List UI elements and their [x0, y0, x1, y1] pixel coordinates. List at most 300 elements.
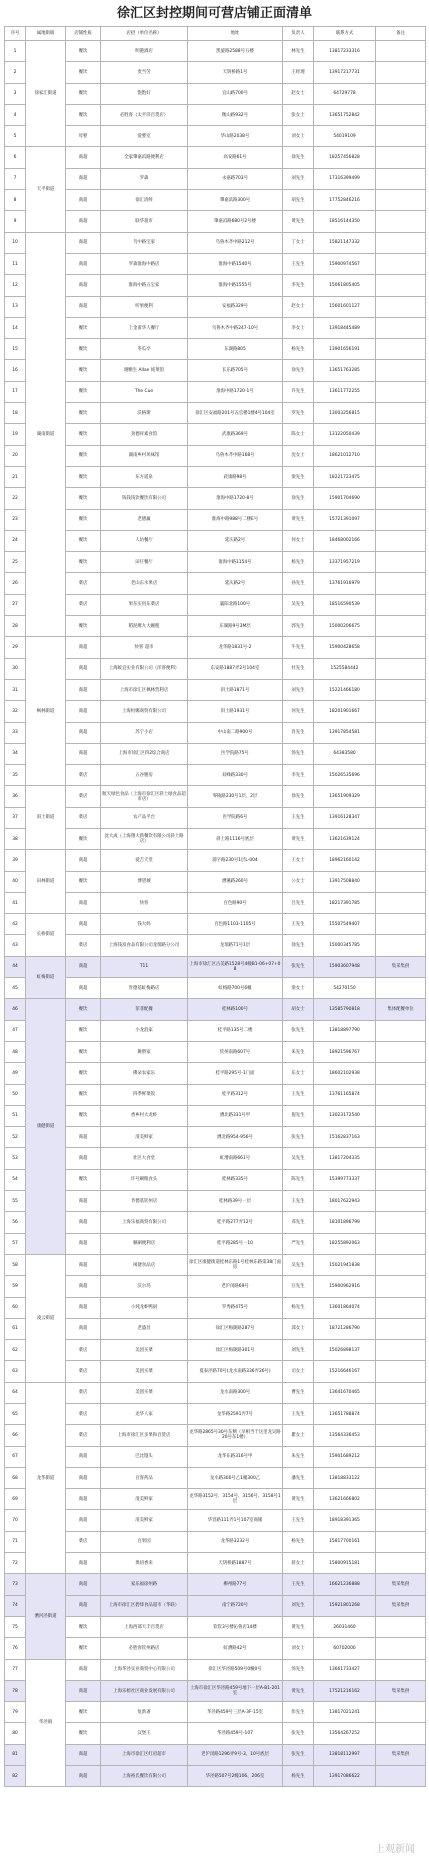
table-row [5, 317, 426, 338]
cell-name: T11 [101, 956, 188, 977]
cell-phone: 54270150 [314, 978, 376, 999]
cell-person: 赵女士 [283, 296, 314, 317]
cell-no: 78 [5, 1680, 26, 1701]
cell-phone: 17316399499 [314, 168, 376, 189]
cell-person: 牛先生 [283, 637, 314, 658]
table-row [5, 1702, 426, 1723]
cell-note [376, 360, 426, 381]
cell-address: 襄阳北路100号 [188, 594, 283, 615]
cell-no: 47 [5, 1020, 26, 1041]
cell-address: 龙水路300号乙1幢300乙 [188, 1467, 283, 1488]
cell-type: 餐饮 [66, 1063, 101, 1084]
cell-address: 斜土路1116号底层 [188, 828, 283, 849]
cell-note [376, 552, 426, 573]
cell-name: 四季鲜菜饭 [101, 1084, 188, 1105]
cell-no: 19 [5, 424, 26, 445]
cell-type: 菜店 [66, 1425, 101, 1446]
cell-phone: 15399773337 [314, 1169, 376, 1190]
cell-address: 延庆路2号 [188, 530, 283, 551]
cell-type: 商超 [66, 914, 101, 935]
cell-type: 商超 [66, 1574, 101, 1595]
cell-no: 67 [5, 1446, 26, 1467]
cell-name: 钱大妈 [101, 914, 188, 935]
cell-person: 吕先生 [283, 892, 314, 913]
cell-phone: 15921801268 [314, 1595, 376, 1616]
cell-type: 餐饮 [66, 1084, 101, 1105]
cell-address: 老沪闵路69号 [188, 1276, 283, 1297]
cell-phone: 13023172540 [314, 1105, 376, 1126]
cell-name: 沃尔玛 [101, 1276, 188, 1297]
table-row [5, 594, 426, 615]
table-row [5, 190, 426, 211]
cell-type: 餐饮 [66, 445, 101, 466]
cell-no: 57 [5, 1233, 26, 1254]
watermark: 上观新闻 [375, 1844, 415, 1855]
cell-type: 商超 [66, 1659, 101, 1680]
cell-no: 68 [5, 1467, 26, 1488]
cell-person: 朱先生 [283, 1041, 314, 1062]
cell-type: 商超 [66, 679, 101, 700]
cell-phone: 15162837163 [314, 1127, 376, 1148]
table-row [5, 62, 426, 83]
cell-note [376, 1169, 426, 1190]
cell-phone: 15817700161 [314, 1531, 376, 1552]
cell-note [376, 1659, 426, 1680]
cell-name: 上海市徐汇区枫林营利店 [101, 679, 188, 700]
cell-address: 龙华路2591弄7号 [188, 1404, 283, 1425]
cell-no: 69 [5, 1489, 26, 1510]
cell-person: 李女士 [283, 317, 314, 338]
table-row [5, 1744, 426, 1765]
cell-note [376, 1084, 426, 1105]
header-person: 负责人 [283, 27, 314, 41]
cell-person: 梁先生 [283, 466, 314, 487]
cell-type: 菜店 [66, 1340, 101, 1361]
cell-name: 上海市徐汇区四2综合商店 [101, 743, 188, 764]
cell-type: 餐饮 [66, 1638, 101, 1659]
cell-no: 36 [5, 786, 26, 807]
cell-type: 餐饮 [66, 1616, 101, 1637]
cell-person: 乐女士 [283, 1063, 314, 1084]
cell-no: 56 [5, 1212, 26, 1233]
cell-no: 26 [5, 573, 26, 594]
cell-note [376, 147, 426, 168]
cell-note [376, 1510, 426, 1531]
table-row [5, 253, 426, 274]
cell-type: 商超 [66, 1766, 101, 1787]
cell-person: 刘先生 [283, 168, 314, 189]
cell-name: 顿刷便利店 [101, 1233, 188, 1254]
header-address: 地址 [188, 27, 283, 41]
cell-address: 徐汇区安福路201号五官楼1楼4号104室 [188, 403, 283, 424]
cell-phone: 13918445489 [314, 317, 376, 338]
cell-no: 17 [5, 381, 26, 402]
cell-name: 老山东水果店 [101, 573, 188, 594]
cell-name: 快客 [101, 892, 188, 913]
cell-note [376, 935, 426, 956]
cell-person: 邓先生 [283, 1212, 314, 1233]
cell-phone: 18621012710 [314, 445, 376, 466]
cell-no: 82 [5, 1766, 26, 1787]
cell-person: 徐先生 [283, 786, 314, 807]
cell-type: 商超 [66, 1744, 101, 1765]
cell-no: 77 [5, 1659, 26, 1680]
cell-person: 刘先生 [283, 1595, 314, 1616]
table-row [5, 1425, 426, 1446]
cell-note [376, 679, 426, 700]
table-row [5, 168, 426, 189]
cell-address: 漕北路331号甲 [188, 1105, 283, 1126]
cell-note [376, 509, 426, 530]
cell-address: 虹漕路42号 [188, 1638, 283, 1659]
cell-phone: 64729778 [314, 83, 376, 104]
cell-address: 柳州路77号 [188, 1574, 283, 1595]
cell-type: 餐饮 [66, 509, 101, 530]
cell-person: 张女士 [283, 104, 314, 125]
cell-name: 联华超市 [101, 211, 188, 232]
cell-person: 王先生 [283, 914, 314, 935]
cell-no: 80 [5, 1723, 26, 1744]
cell-name: 五谷膳房 [101, 765, 188, 786]
table-row [5, 1766, 426, 1787]
cell-name: 上海乐榜社区商业发展有限公司 [101, 1680, 188, 1701]
cell-note [376, 616, 426, 637]
cell-type: 商超 [66, 211, 101, 232]
cell-type: 餐饮 [66, 1723, 101, 1744]
cell-note [376, 403, 426, 424]
cell-name: 汉堡王 [101, 1723, 188, 1744]
header-name: 店招（单位名称） [101, 27, 188, 41]
cell-type: 餐饮 [66, 1105, 101, 1126]
table-row [5, 1467, 426, 1488]
cell-street: 徐家汇街道 [26, 41, 66, 147]
cell-address: 桂林路39号一层 [188, 1191, 283, 1212]
cell-phone: 13817021241 [314, 1702, 376, 1723]
table-row [5, 1340, 426, 1361]
cell-no: 3 [5, 83, 26, 104]
cell-name: 老盛昌 [101, 1318, 188, 1339]
cell-no: 75 [5, 1616, 26, 1637]
header-street: 属地街镇 [26, 27, 66, 41]
cell-type: 商超 [66, 637, 101, 658]
cell-phone: 15800915181 [314, 1553, 376, 1574]
cell-type: 菜店 [66, 1531, 101, 1552]
cell-note [376, 701, 426, 722]
cell-phone: 15821147332 [314, 232, 376, 253]
cell-address: 华容路111弄1号107室商铺 [188, 1510, 283, 1531]
cell-phone: 15000345785 [314, 935, 376, 956]
cell-phone: 18468002166 [314, 530, 376, 551]
cell-name: 美团买菜 [101, 1382, 188, 1403]
table-row [5, 1191, 426, 1212]
cell-no: 74 [5, 1595, 26, 1616]
cell-note [376, 786, 426, 807]
cell-phone: 15903607948 [314, 956, 376, 977]
cell-type: 菜店 [66, 807, 101, 828]
cell-phone: 15221466180 [314, 679, 376, 700]
cell-type: 餐饮 [66, 1702, 101, 1723]
cell-type: 餐饮 [66, 41, 101, 62]
cell-no: 50 [5, 1084, 26, 1105]
cell-no: 27 [5, 594, 26, 615]
cell-name: 上海蛟宜实业有限公司（洋客便利） [101, 658, 188, 679]
cell-type: 商超 [66, 147, 101, 168]
cell-address: 桂林路100号 [188, 999, 283, 1020]
cell-note [376, 232, 426, 253]
cell-name: 稻泥爆九大碗粗 [101, 616, 188, 637]
cell-phone: 18017622943 [314, 1191, 376, 1212]
cell-type: 菜店 [66, 594, 101, 615]
cell-address: 华泾路507号2幢106、206室 [188, 1766, 283, 1787]
cell-no: 59 [5, 1276, 26, 1297]
cell-person: 曹先生 [283, 1382, 314, 1403]
table-row [5, 956, 426, 977]
cell-type: 商超 [66, 1297, 101, 1318]
cell-address: 宜山路700号 [188, 83, 283, 104]
table-row [5, 871, 426, 892]
cell-address: 浦字路230号1层L-004 [188, 850, 283, 871]
cell-no: 73 [5, 1574, 26, 1595]
cell-person: 黄先生 [283, 828, 314, 849]
cell-no: 58 [5, 1254, 26, 1275]
cell-type: 商超 [66, 1233, 101, 1254]
table-row [5, 1318, 426, 1339]
cell-address: 天钥桥路1887号 [188, 1553, 283, 1574]
cell-name: The Cue [101, 381, 188, 402]
cell-type: 餐饮 [66, 424, 101, 445]
cell-address: 高安路61号 [188, 147, 283, 168]
cell-type: 商超 [66, 253, 101, 274]
cell-person: 黄先生 [283, 1616, 314, 1637]
cell-name: 家乐福徐州路 [101, 1574, 188, 1595]
cell-street: 湖南街道 [26, 232, 66, 637]
cell-phone: 15026535696 [314, 765, 376, 786]
cell-type: 餐饮 [66, 871, 101, 892]
cell-note [376, 1020, 426, 1041]
cell-address: 钦钦3号楼沁鲁店14楼 [188, 1616, 283, 1637]
cell-no: 60 [5, 1297, 26, 1318]
cell-no: 4 [5, 104, 26, 125]
cell-name: 罗森 [101, 168, 188, 189]
cell-person: 何女士 [283, 530, 314, 551]
cell-person: 徐先生 [283, 935, 314, 956]
cell-no: 72 [5, 1553, 26, 1574]
cell-address: 华山路2038号 [188, 126, 283, 147]
cell-note [376, 722, 426, 743]
table-row [5, 1276, 426, 1297]
cell-note [376, 253, 426, 274]
table-row [5, 1382, 426, 1403]
cell-address: 桂平路295号-1门面 [188, 1063, 283, 1084]
cell-no: 23 [5, 509, 26, 530]
document-title: 徐汇区封控期间可营店铺正面清单 [116, 6, 312, 21]
cell-note [376, 1148, 426, 1169]
cell-person: 瞿女士 [283, 1425, 314, 1446]
cell-no: 12 [5, 275, 26, 296]
cell-address: 天钥桥路1号 [188, 62, 283, 83]
cell-note [376, 317, 426, 338]
table-row [5, 914, 426, 935]
cell-note [376, 168, 426, 189]
cell-type: 菜店 [66, 786, 101, 807]
cell-phone: 13916128347 [314, 807, 376, 828]
cell-address: 老沪闵路1296弄9号-3、10号底层 [188, 1744, 283, 1765]
cell-note [376, 765, 426, 786]
table-row [5, 1297, 426, 1318]
cell-phone: 18918391365 [314, 1510, 376, 1531]
cell-no: 5 [5, 126, 26, 147]
cell-person: 吴先生 [283, 1254, 314, 1275]
cell-name: 乌中路宝家 [101, 232, 188, 253]
cell-name: 佛朵农家乐 [101, 1063, 188, 1084]
cell-type: 商超 [66, 1489, 101, 1510]
cell-note: 集采集供 [376, 1574, 426, 1595]
cell-address: 东湖路9号3M层 [188, 616, 283, 637]
table-row [5, 445, 426, 466]
cell-phone: 13601864074 [314, 1297, 376, 1318]
cell-type: 餐饮 [66, 828, 101, 849]
cell-name: 社区大食堂 [101, 1148, 188, 1169]
cell-address: 龙华路3152号、3154号、3156号、3158号1层 [188, 1489, 283, 1510]
cell-address: 龙华东路316号甲 [188, 1446, 283, 1467]
cell-name: 湖南乡村风味馆 [101, 445, 188, 466]
table-row [5, 765, 426, 786]
cell-phone: 13651752842 [314, 104, 376, 125]
table-row [5, 509, 426, 530]
cell-address: 医学院路6号 [188, 807, 283, 828]
cell-no: 41 [5, 892, 26, 913]
cell-phone: 13817233316 [314, 41, 376, 62]
cell-phone: 15601601127 [314, 296, 376, 317]
cell-no: 10 [5, 232, 26, 253]
cell-note [376, 1212, 426, 1233]
cell-person: 王经理 [283, 62, 314, 83]
cell-name: 上海华泾实业商贸中心有限公司 [101, 1659, 188, 1680]
cell-type: 餐饮 [66, 530, 101, 551]
header-phone: 联系方式 [314, 27, 376, 41]
cell-type: 餐饮 [66, 466, 101, 487]
cell-no: 48 [5, 1041, 26, 1062]
cell-type: 商超 [66, 743, 101, 764]
table-row [5, 488, 426, 509]
table-row [5, 466, 426, 487]
table-row [5, 1105, 426, 1126]
cell-name: 小炖龙虾鸭厨 [101, 1297, 188, 1318]
cell-type: 商超 [66, 1191, 101, 1212]
cell-address: 徐汇区康健街道桂林东路1号桂林东路第38门面房 [188, 1254, 283, 1275]
cell-name: 百果园 [101, 1531, 188, 1552]
cell-note [376, 1638, 426, 1659]
cell-no: 62 [5, 1340, 26, 1361]
table-row [5, 1063, 426, 1084]
cell-person: 公女士 [283, 871, 314, 892]
cell-no: 6 [5, 147, 26, 168]
cell-person: 杨先生 [283, 1531, 314, 1552]
cell-phone: 1525584442 [314, 658, 376, 679]
cell-phone: 18721286790 [314, 1318, 376, 1339]
cell-note [376, 190, 426, 211]
cell-no: 31 [5, 679, 26, 700]
cell-type: 餐饮 [66, 1041, 101, 1062]
cell-note [376, 83, 426, 104]
table-row [5, 616, 426, 637]
cell-phone: 15507549407 [314, 914, 376, 935]
cell-name: 沈大成（上海翔大新餐饮有限公司斜土路店） [101, 828, 188, 849]
cell-address: 龙华路1831号-2 [188, 637, 283, 658]
cell-no: 76 [5, 1638, 26, 1659]
cell-no: 66 [5, 1425, 26, 1446]
cell-name: 田仔餐厅 [101, 552, 188, 573]
table-row [5, 339, 426, 360]
cell-type: 商超 [66, 1553, 101, 1574]
cell-person: 倪先生 [283, 1105, 314, 1126]
table-row [5, 1127, 426, 1148]
cell-name: 清美鲜家 [101, 1510, 188, 1531]
cell-note [376, 1404, 426, 1425]
cell-no: 14 [5, 317, 26, 338]
cell-phone: 17752846216 [314, 190, 376, 211]
cell-no: 33 [5, 722, 26, 743]
table-row [5, 1212, 426, 1233]
cell-person: 刘先生 [283, 1340, 314, 1361]
cell-person: 张先生 [283, 1127, 314, 1148]
cell-type: 菜店 [66, 1382, 101, 1403]
table-row [5, 679, 426, 700]
cell-no: 54 [5, 1169, 26, 1190]
table-row [5, 1616, 426, 1637]
cell-note [376, 637, 426, 658]
table-row [5, 722, 426, 743]
cell-type: 餐饮 [66, 616, 101, 637]
cell-person: 张先生 [283, 956, 314, 977]
cell-note [376, 1616, 426, 1637]
cell-note [376, 424, 426, 445]
cell-note [376, 1318, 426, 1339]
cell-type: 菜店 [66, 1404, 101, 1425]
cell-name: 上海裕氏餐饮有限公司 [101, 1766, 188, 1787]
cell-note: 集体配餐单位 [376, 999, 426, 1020]
table-row [5, 1084, 426, 1105]
table-row [5, 807, 426, 828]
cell-note [376, 1467, 426, 1488]
cell-phone: 13564267252 [314, 1723, 376, 1744]
cell-no: 55 [5, 1191, 26, 1212]
cell-name: 许号刷粮食头 [101, 1169, 188, 1190]
cell-street: 凌云街道 [26, 1254, 66, 1382]
table-row [5, 1574, 426, 1595]
cell-note [376, 1254, 426, 1275]
cell-name: 上海西部天丰百货店 [101, 1616, 188, 1637]
cell-person: 梁女士 [283, 978, 314, 999]
table-row [5, 999, 426, 1020]
cell-name: 百客药品 [101, 1467, 188, 1488]
cell-name: 上海钱富食品有限公司龙瑞路分公司 [101, 935, 188, 956]
cell-name: 全家肇嘉浜路便利店 [101, 147, 188, 168]
cell-type: 商超 [66, 1254, 101, 1275]
cell-person: 何先生 [283, 701, 314, 722]
table-row [5, 1254, 426, 1275]
cell-type: 餐饮 [66, 62, 101, 83]
cell-address: 淮海中路1154号 [188, 552, 283, 573]
cell-no: 32 [5, 701, 26, 722]
cell-no: 49 [5, 1063, 26, 1084]
table-row [5, 1680, 426, 1701]
cell-name: 必胜客（太平洋百货店） [101, 104, 188, 125]
cell-name: 果东实用东菜店 [101, 594, 188, 615]
cell-note [376, 1446, 426, 1467]
cell-person: 肖先生 [283, 722, 314, 743]
cell-person: 王先生 [283, 253, 314, 274]
